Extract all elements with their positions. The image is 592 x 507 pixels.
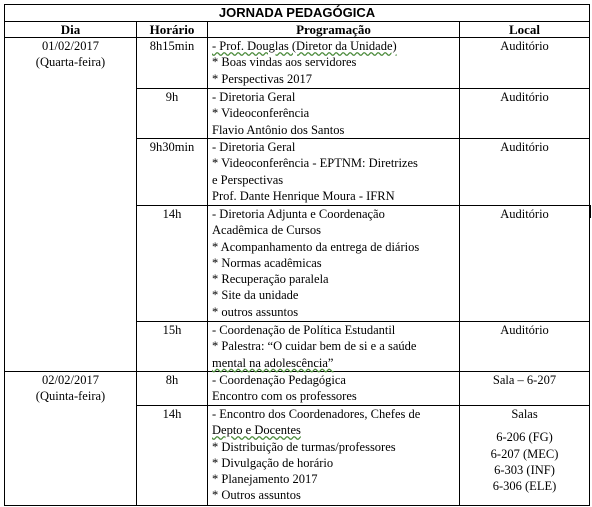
day-weekday: (Quinta-feira) xyxy=(35,389,106,404)
time-cell: 8h15min xyxy=(137,38,208,89)
program-line: - Prof. Douglas (Diretor da Unidade) xyxy=(212,39,397,53)
local-line: Auditório xyxy=(500,39,549,53)
program-cell xyxy=(208,139,460,206)
program-line: * Palestra: “O cuidar bem de si e a saúde xyxy=(212,339,417,354)
program-line: * Normas acadêmicas xyxy=(212,255,322,270)
local-line: Auditório xyxy=(500,90,549,104)
program-line: * Divulgação de horário xyxy=(212,455,334,470)
local-line: Salas xyxy=(511,407,538,421)
local-cell xyxy=(460,206,590,322)
program-line: Depto e Docentes xyxy=(212,423,301,438)
program-cell xyxy=(208,372,460,406)
local-line: Sala – 6-207 xyxy=(492,373,557,387)
program-line: Flavio Antônio dos Santos xyxy=(212,122,345,137)
header-local: Local xyxy=(460,22,590,38)
program-line: * Acompanhamento da entrega de diários xyxy=(212,239,420,254)
table-row xyxy=(5,372,590,406)
program-line: - Diretoria Adjunta e Coordenação xyxy=(212,207,385,221)
text-cursor-mark xyxy=(589,205,591,218)
program-line: Prof. Dante Henrique Moura - IFRN xyxy=(212,188,395,203)
program-line: * Boas vindas aos servidores xyxy=(212,55,357,70)
local-line: Auditório xyxy=(500,323,549,337)
program-line: * Planejamento 2017 xyxy=(212,472,318,487)
program-line: * outros assuntos xyxy=(212,304,299,319)
program-line: * Videoconferência - EPTNM: Diretrizes xyxy=(212,156,418,171)
program-line: * Recuperação paralela xyxy=(212,272,329,287)
day-cell xyxy=(5,372,137,506)
day-date: 01/02/2017 xyxy=(42,39,99,53)
program-cell xyxy=(208,322,460,372)
program-line: * Outros assuntos xyxy=(212,488,301,503)
local-line: 6-306 (ELE) xyxy=(492,479,557,494)
program-line: mental na adolescência” xyxy=(212,355,334,370)
local-cell xyxy=(460,406,590,506)
time-cell: 15h xyxy=(137,322,208,372)
schedule-table xyxy=(4,4,590,506)
program-line: * Distribuição de turmas/professores xyxy=(212,439,396,454)
program-line: Acadêmica de Cursos xyxy=(212,223,321,238)
program-cell xyxy=(208,206,460,322)
time-cell: 9h30min xyxy=(137,139,208,206)
day-weekday: (Quarta-feira) xyxy=(35,55,106,70)
table-title: JORNADA PEDAGÓGICA xyxy=(5,5,590,22)
time-cell: 14h xyxy=(137,206,208,322)
program-cell xyxy=(208,89,460,139)
title-row xyxy=(5,5,590,22)
local-line: Auditório xyxy=(500,140,549,154)
header-day: Dia xyxy=(5,22,137,38)
local-line: 6-206 (FG) xyxy=(496,430,553,445)
time-cell: 14h xyxy=(137,406,208,506)
time-cell: 9h xyxy=(137,89,208,139)
program-line: * Perspectivas 2017 xyxy=(212,71,312,86)
local-cell xyxy=(460,372,590,406)
local-cell xyxy=(460,38,590,89)
local-cell xyxy=(460,322,590,372)
program-line: - Coordenação Pedagógica xyxy=(212,373,346,387)
program-cell xyxy=(208,406,460,506)
program-line: Encontro com os professores xyxy=(212,389,357,404)
day-date: 02/02/2017 xyxy=(42,373,99,387)
day-cell xyxy=(5,38,137,372)
local-line: 6-207 (MEC) xyxy=(490,446,559,461)
program-line: * Site da unidade xyxy=(212,288,299,303)
program-line: - Diretoria Geral xyxy=(212,140,296,154)
program-line: e Perspectivas xyxy=(212,172,284,187)
header-time: Horário xyxy=(137,22,208,38)
local-cell xyxy=(460,89,590,139)
header-program: Programação xyxy=(208,22,460,38)
local-cell xyxy=(460,139,590,206)
local-line: Auditório xyxy=(500,207,549,221)
program-cell xyxy=(208,38,460,89)
header-row xyxy=(5,22,590,38)
time-cell: 8h xyxy=(137,372,208,406)
table-row xyxy=(5,38,590,89)
program-line: - Diretoria Geral xyxy=(212,90,296,104)
program-line: - Coordenação de Política Estudantil xyxy=(212,323,396,337)
program-line: - Encontro dos Coordenadores, Chefes de xyxy=(212,407,421,421)
program-line: * Videoconferência xyxy=(212,106,310,121)
local-line: 6-303 (INF) xyxy=(494,462,555,477)
